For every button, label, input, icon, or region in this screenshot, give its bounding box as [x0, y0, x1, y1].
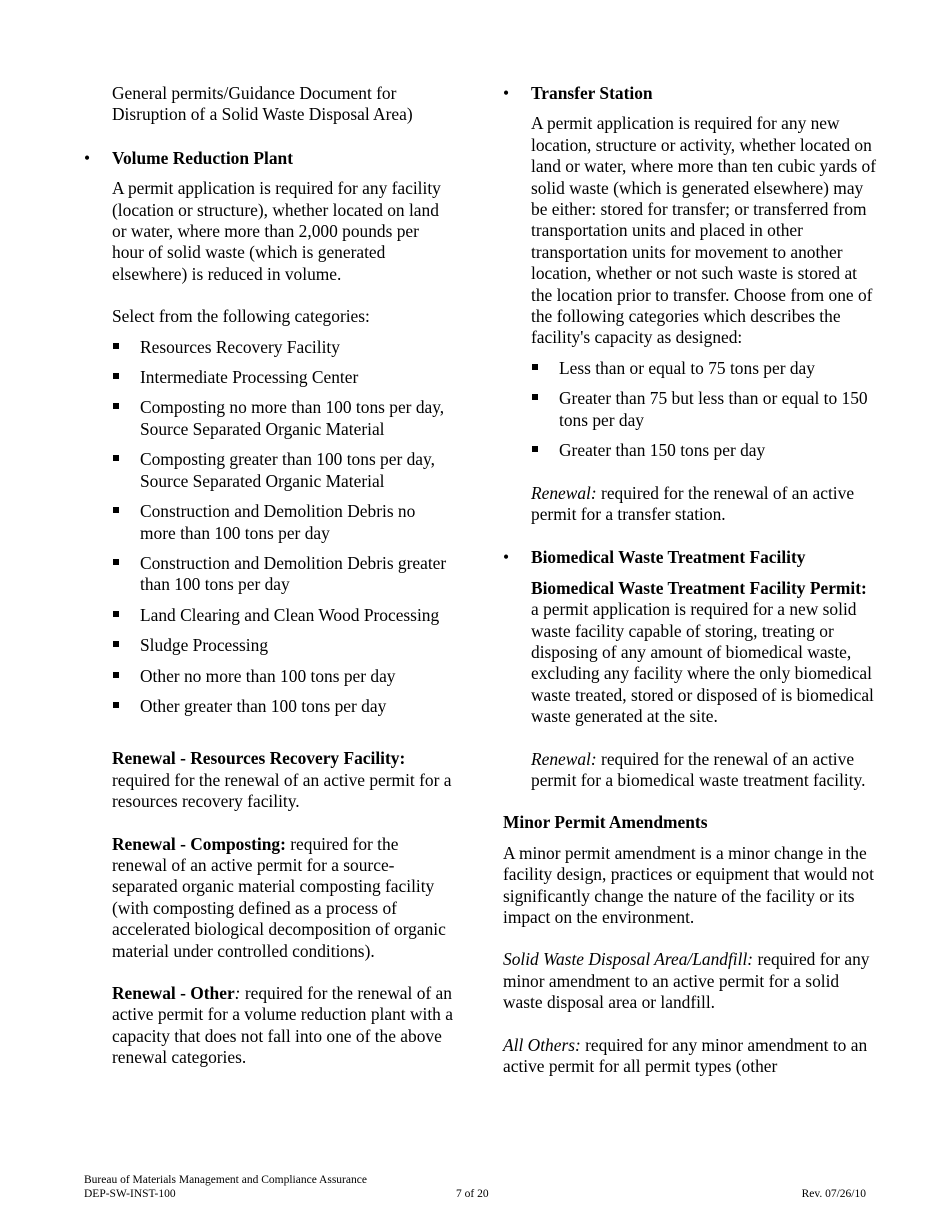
- heading-text: Biomedical Waste Treatment Facility: [531, 547, 806, 568]
- minor-swda: Solid Waste Disposal Area/Landfill: required for any minor amendment to an active permit for a solid waste disposal area or landfill.: [503, 949, 870, 1013]
- footer-doc-id: DEP-SW-INST-100: [84, 1188, 176, 1200]
- square-bullet-icon: [113, 507, 119, 513]
- list-item: Composting greater than 100 tons per day, Source Separated Organic Material: [112, 449, 454, 492]
- square-bullet-icon: [113, 559, 119, 565]
- transfer-station-body: A permit application is required for any new location, structure or activity, whether located on land or water, where more than ten cubic yards of solid waste (which is generated elsewhere) may be either: stored for transfer; or transferred from transportation units and placed in other transportation units for movement to another location, whether or not such waste is stored at the location prior to transfer. Choose from one of the following categories which describes the facility's capacity as designed:: [531, 113, 877, 348]
- minor-amendments-body: A minor permit amendment is a minor change in the facility design, practices or equipment that would not significantly change the nature of the facility or its impact on the environment.: [503, 842, 874, 927]
- list-item: Sludge Processing: [112, 635, 454, 656]
- volume-reduction-category-list: [84, 337, 454, 718]
- intro-continuation: General permits/Guidance Document for Disruption of a Solid Waste Disposal Area): [112, 83, 413, 125]
- bullet-icon: •: [84, 147, 91, 168]
- select-categories-text: Select from the following categories:: [112, 306, 370, 327]
- square-bullet-icon: [532, 364, 538, 370]
- square-bullet-icon: [532, 394, 538, 400]
- square-bullet-icon: [113, 455, 119, 461]
- volume-reduction-body: A permit application is required for any facility (location or structure), whether located on land or water, where more than 2,000 pounds per hour of solid waste (which is generated elsewhere) is reduced in volume.: [112, 178, 441, 284]
- square-bullet-icon: [113, 611, 119, 617]
- list-item: Composting no more than 100 tons per day, Source Separated Organic Material: [112, 397, 454, 440]
- footer-revision: Rev. 07/26/10: [801, 1188, 866, 1200]
- square-bullet-icon: [113, 373, 119, 379]
- list-item: Greater than 150 tons per day: [531, 440, 878, 461]
- list-item: Less than or equal to 75 tons per day: [531, 358, 878, 379]
- minor-amendments-heading: Minor Permit Amendments: [503, 812, 708, 833]
- list-item: Greater than 75 but less than or equal to 150 tons per day: [531, 388, 878, 431]
- list-item: Resources Recovery Facility: [112, 337, 454, 358]
- renewal-composting: Renewal - Composting: required for the renewal of an active permit for a source-separated organic material composting facility (with composting defined as a process of accelerated biological decomposition of organic material under controlled conditions).: [112, 833, 446, 961]
- list-item: Other greater than 100 tons per day: [112, 696, 454, 717]
- list-item: Construction and Demolition Debris greater than 100 tons per day: [112, 553, 454, 596]
- list-item: Land Clearing and Clean Wood Processing: [112, 605, 454, 626]
- square-bullet-icon: [113, 672, 119, 678]
- footer-bureau: Bureau of Materials Management and Compliance Assurance: [84, 1174, 367, 1186]
- renewal-other: Renewal - Other: required for the renewal of an active permit for a volume reduction plant with a capacity that does not fall into one of the above renewal categories.: [112, 983, 453, 1068]
- biomedical-permit: Biomedical Waste Treatment Facility Permit: a permit application is required for a new solid waste facility capable of storing, treating or disposing of any amount of biomedical waste, excluding any facility where the only biomedical waste treated, stored or disposed of is biomedical waste generated at the site.: [531, 577, 874, 727]
- list-item: Other no more than 100 tons per day: [112, 666, 454, 687]
- square-bullet-icon: [113, 702, 119, 708]
- list-item: Intermediate Processing Center: [112, 367, 454, 388]
- transfer-renewal: Renewal: required for the renewal of an active permit for a transfer station.: [531, 482, 855, 524]
- square-bullet-icon: [532, 446, 538, 452]
- square-bullet-icon: [113, 403, 119, 409]
- heading-text: Volume Reduction Plant: [112, 147, 294, 168]
- bullet-icon: •: [503, 83, 510, 103]
- biomedical-renewal: Renewal: required for the renewal of an active permit for a biomedical waste treatment facility.: [531, 748, 866, 790]
- minor-all-others: All Others: required for any minor amendment to an active permit for all permit types (other: [503, 1034, 868, 1077]
- square-bullet-icon: [113, 641, 119, 647]
- volume-reduction-heading: [84, 148, 454, 169]
- heading-text: Transfer Station: [531, 83, 653, 103]
- bullet-icon: •: [503, 547, 510, 568]
- square-bullet-icon: [113, 343, 119, 349]
- right-column: [503, 83, 878, 1077]
- left-column: [84, 83, 454, 1069]
- transfer-station-heading: [503, 83, 878, 104]
- list-item: Construction and Demolition Debris no more than 100 tons per day: [112, 501, 454, 544]
- renewal-resources-recovery: Renewal - Resources Recovery Facility: required for the renewal of an active permit for a resources recovery facility.: [112, 748, 452, 812]
- footer-page-number: 7 of 20: [456, 1188, 489, 1200]
- transfer-capacity-list: [503, 358, 878, 462]
- biomedical-heading: [503, 547, 878, 568]
